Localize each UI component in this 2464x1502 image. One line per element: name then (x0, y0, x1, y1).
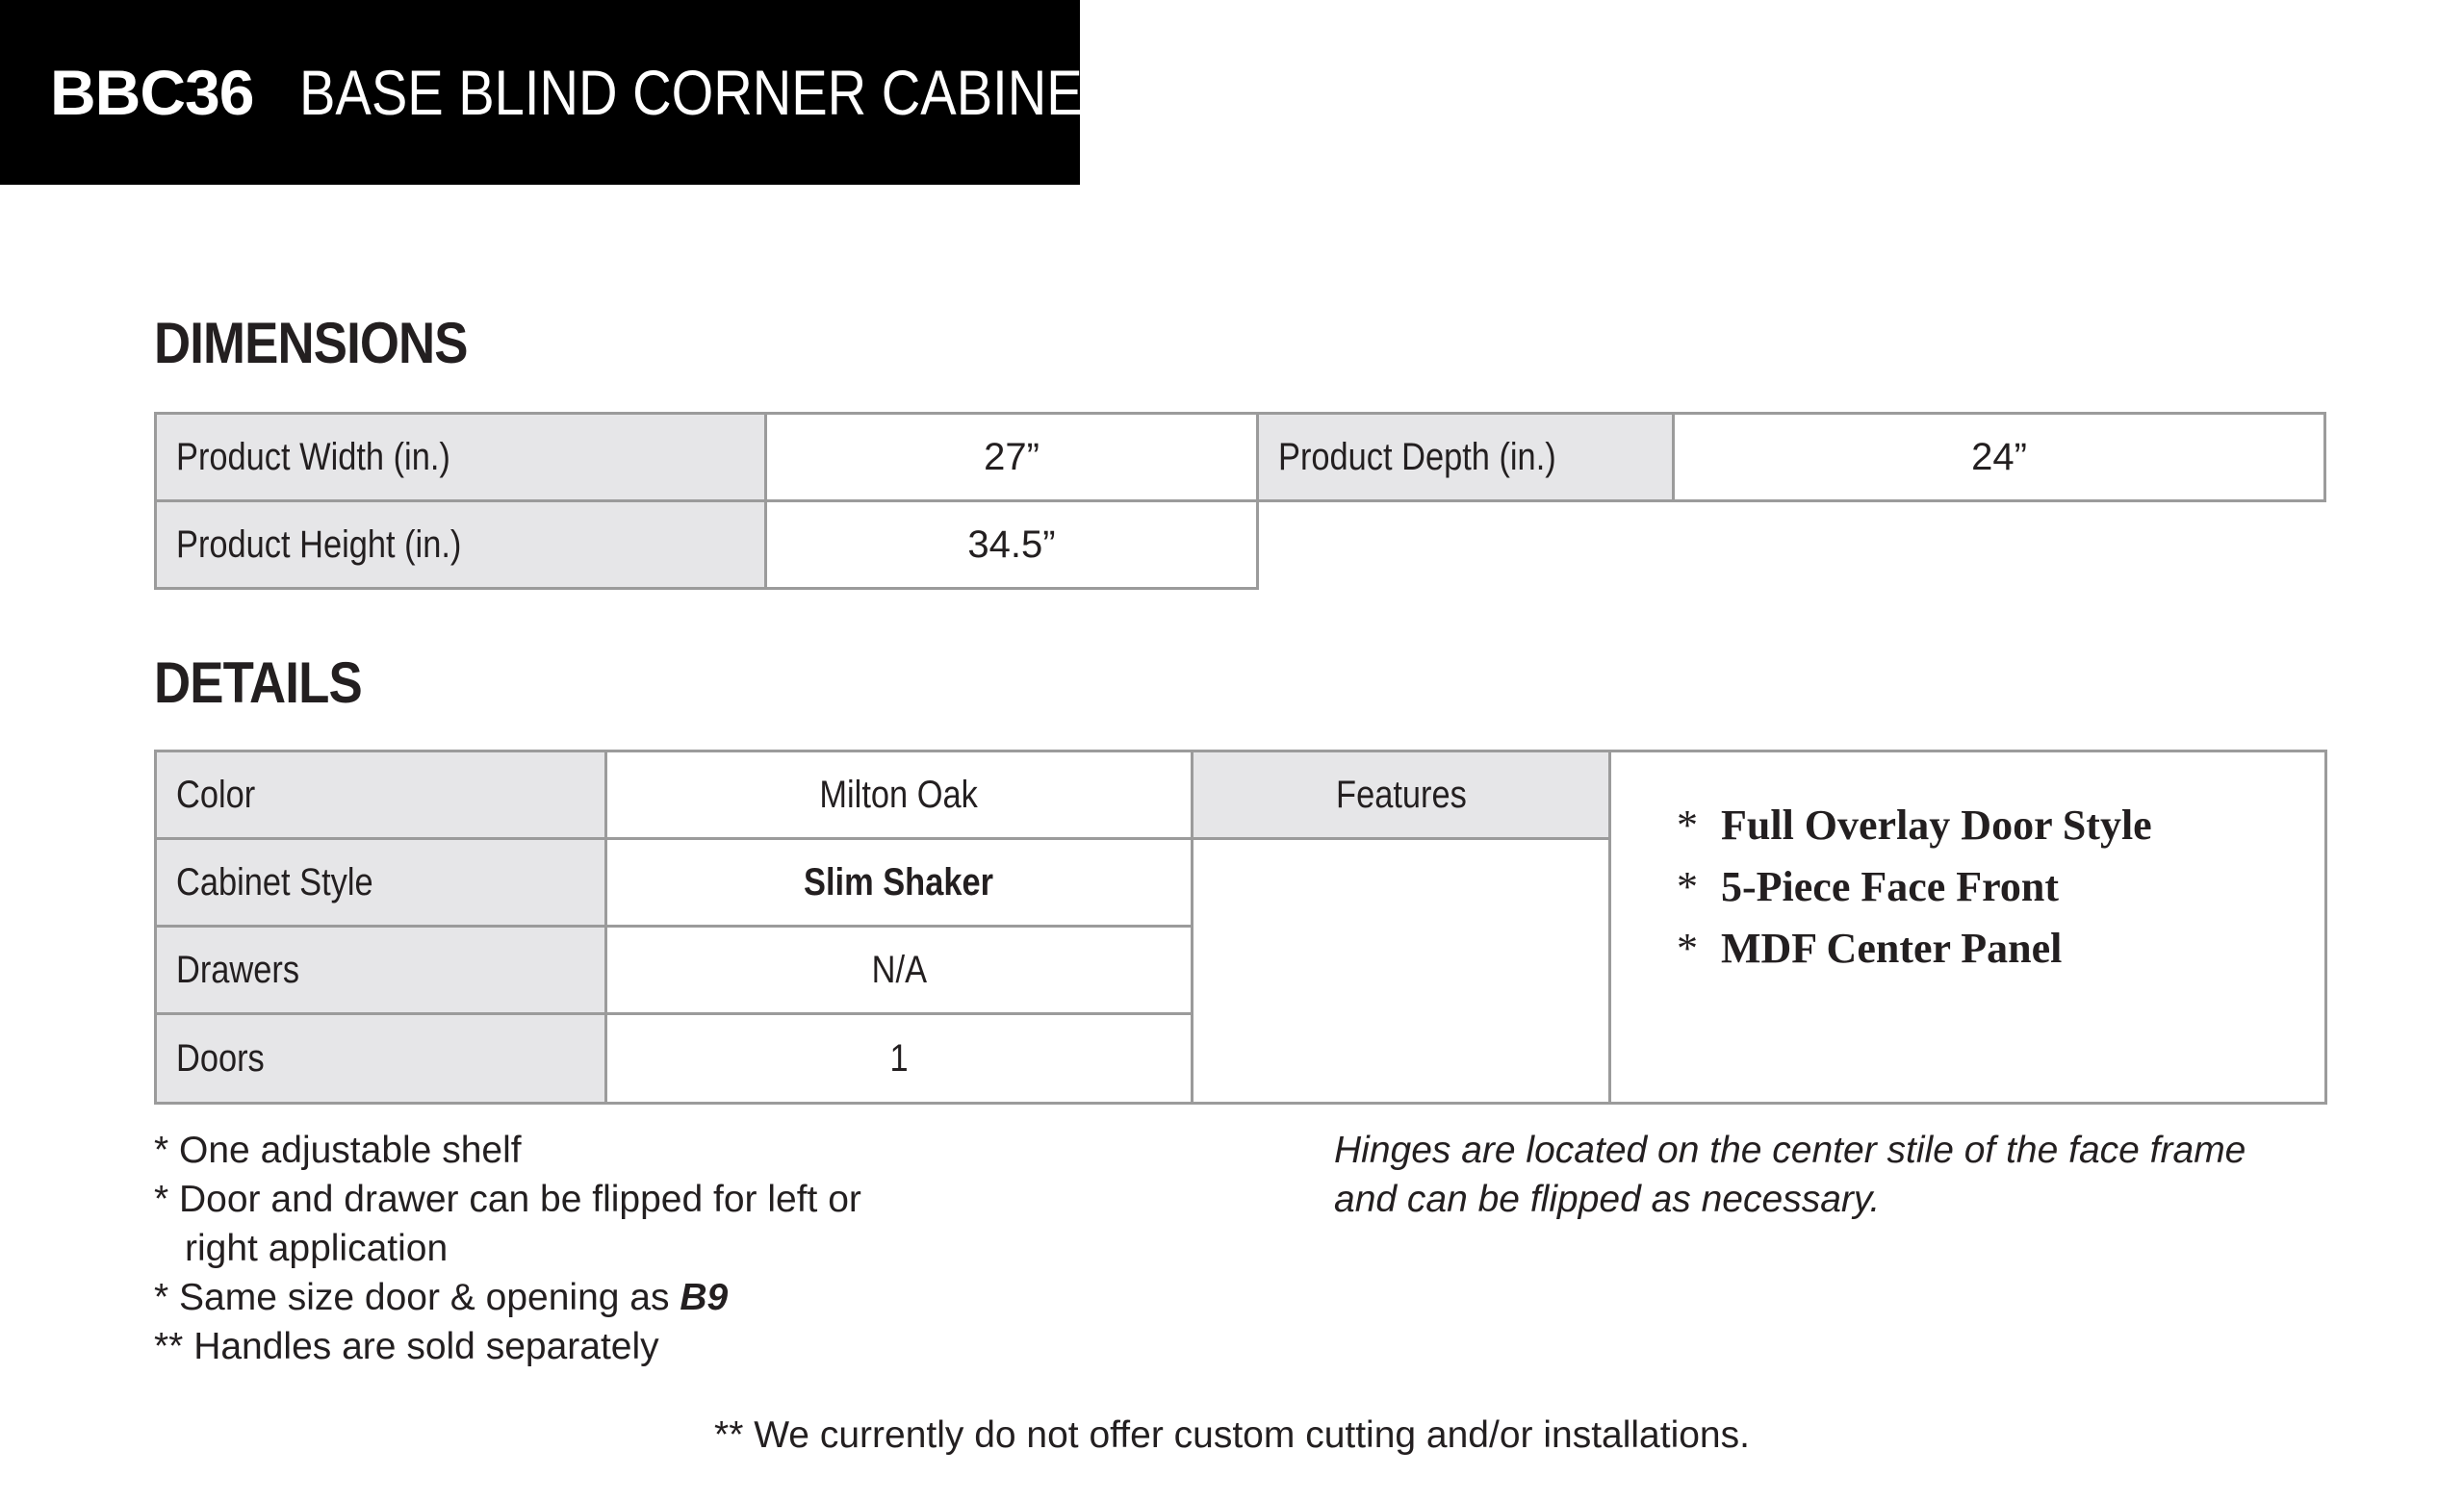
note-same-size-text: * Same size door & opening as (154, 1277, 680, 1318)
note-handles: ** Handles are sold separately (154, 1326, 659, 1367)
feature-bullet: * (1677, 802, 1698, 849)
drawers-value-cell (604, 925, 1194, 1015)
color-value-cell (604, 750, 1194, 840)
color-value: Milton Oak (819, 773, 979, 816)
cabinet-style-value: Slim Shaker (804, 860, 994, 904)
depth-label: Product Depth (in.) (1278, 435, 1556, 478)
drawers-label: Drawers (176, 948, 300, 991)
drawers-value: N/A (871, 948, 927, 991)
width-value-cell (764, 412, 1259, 502)
notes-list (154, 1126, 861, 1371)
features-label-cell (1191, 750, 1611, 840)
note-flip: * Door and drawer can be flipped for left or (154, 1179, 861, 1220)
features-label: Features (1335, 773, 1467, 816)
depth-value: 24” (1971, 435, 2027, 478)
width-label-cell (154, 412, 767, 502)
footer-disclaimer: ** We currently do not offer custom cutting and/or installations. (714, 1414, 1750, 1456)
drawers-label-cell (154, 925, 607, 1015)
doors-value: 1 (889, 1036, 909, 1080)
dimensions-heading: DIMENSIONS (154, 311, 468, 375)
doors-label-cell (154, 1012, 607, 1105)
note-reference-code: B9 (680, 1277, 729, 1318)
hinge-note-line: Hinges are located on the center stile of the face frame (1334, 1130, 2246, 1171)
cabinet-style-label: Cabinet Style (176, 860, 373, 904)
height-label: Product Height (in.) (176, 522, 462, 566)
title-bar (0, 0, 1116, 185)
color-label: Color (176, 773, 256, 816)
height-label-cell (154, 499, 767, 590)
feature-item (1677, 795, 2152, 856)
height-value: 34.5” (967, 522, 1056, 566)
features-empty-cell (1191, 837, 1611, 1105)
hinge-note-line: and can be flipped as necessary. (1334, 1179, 1881, 1220)
cabinet-style-label-cell (154, 837, 607, 928)
feature-text: MDF Center Panel (1721, 925, 2063, 972)
note-flip-continued: right application (185, 1228, 449, 1269)
feature-text: Full Overlay Door Style (1721, 802, 2152, 849)
feature-text: 5-Piece Face Front (1721, 863, 2060, 910)
note-shelf: * One adjustable shelf (154, 1130, 522, 1171)
hinge-note (1334, 1126, 2345, 1224)
color-label-cell (154, 750, 607, 840)
width-value: 27” (984, 435, 1040, 478)
depth-value-cell (1672, 412, 2326, 502)
width-label: Product Width (in.) (176, 435, 450, 478)
feature-item (1677, 856, 2059, 918)
feature-bullet: * (1677, 863, 1698, 910)
product-name: BASE BLIND CORNER CABINET (299, 57, 1116, 128)
depth-label-cell (1256, 412, 1675, 502)
doors-label: Doors (176, 1036, 265, 1080)
details-heading: DETAILS (154, 650, 362, 715)
doors-value-cell (604, 1012, 1194, 1105)
feature-bullet: * (1677, 925, 1698, 972)
feature-item (1677, 918, 2062, 980)
features-list (1608, 750, 2327, 1105)
height-value-cell (764, 499, 1259, 590)
product-code: BBC36 (50, 57, 254, 128)
note-same-size (154, 1273, 861, 1322)
cabinet-style-value-cell (604, 837, 1194, 928)
